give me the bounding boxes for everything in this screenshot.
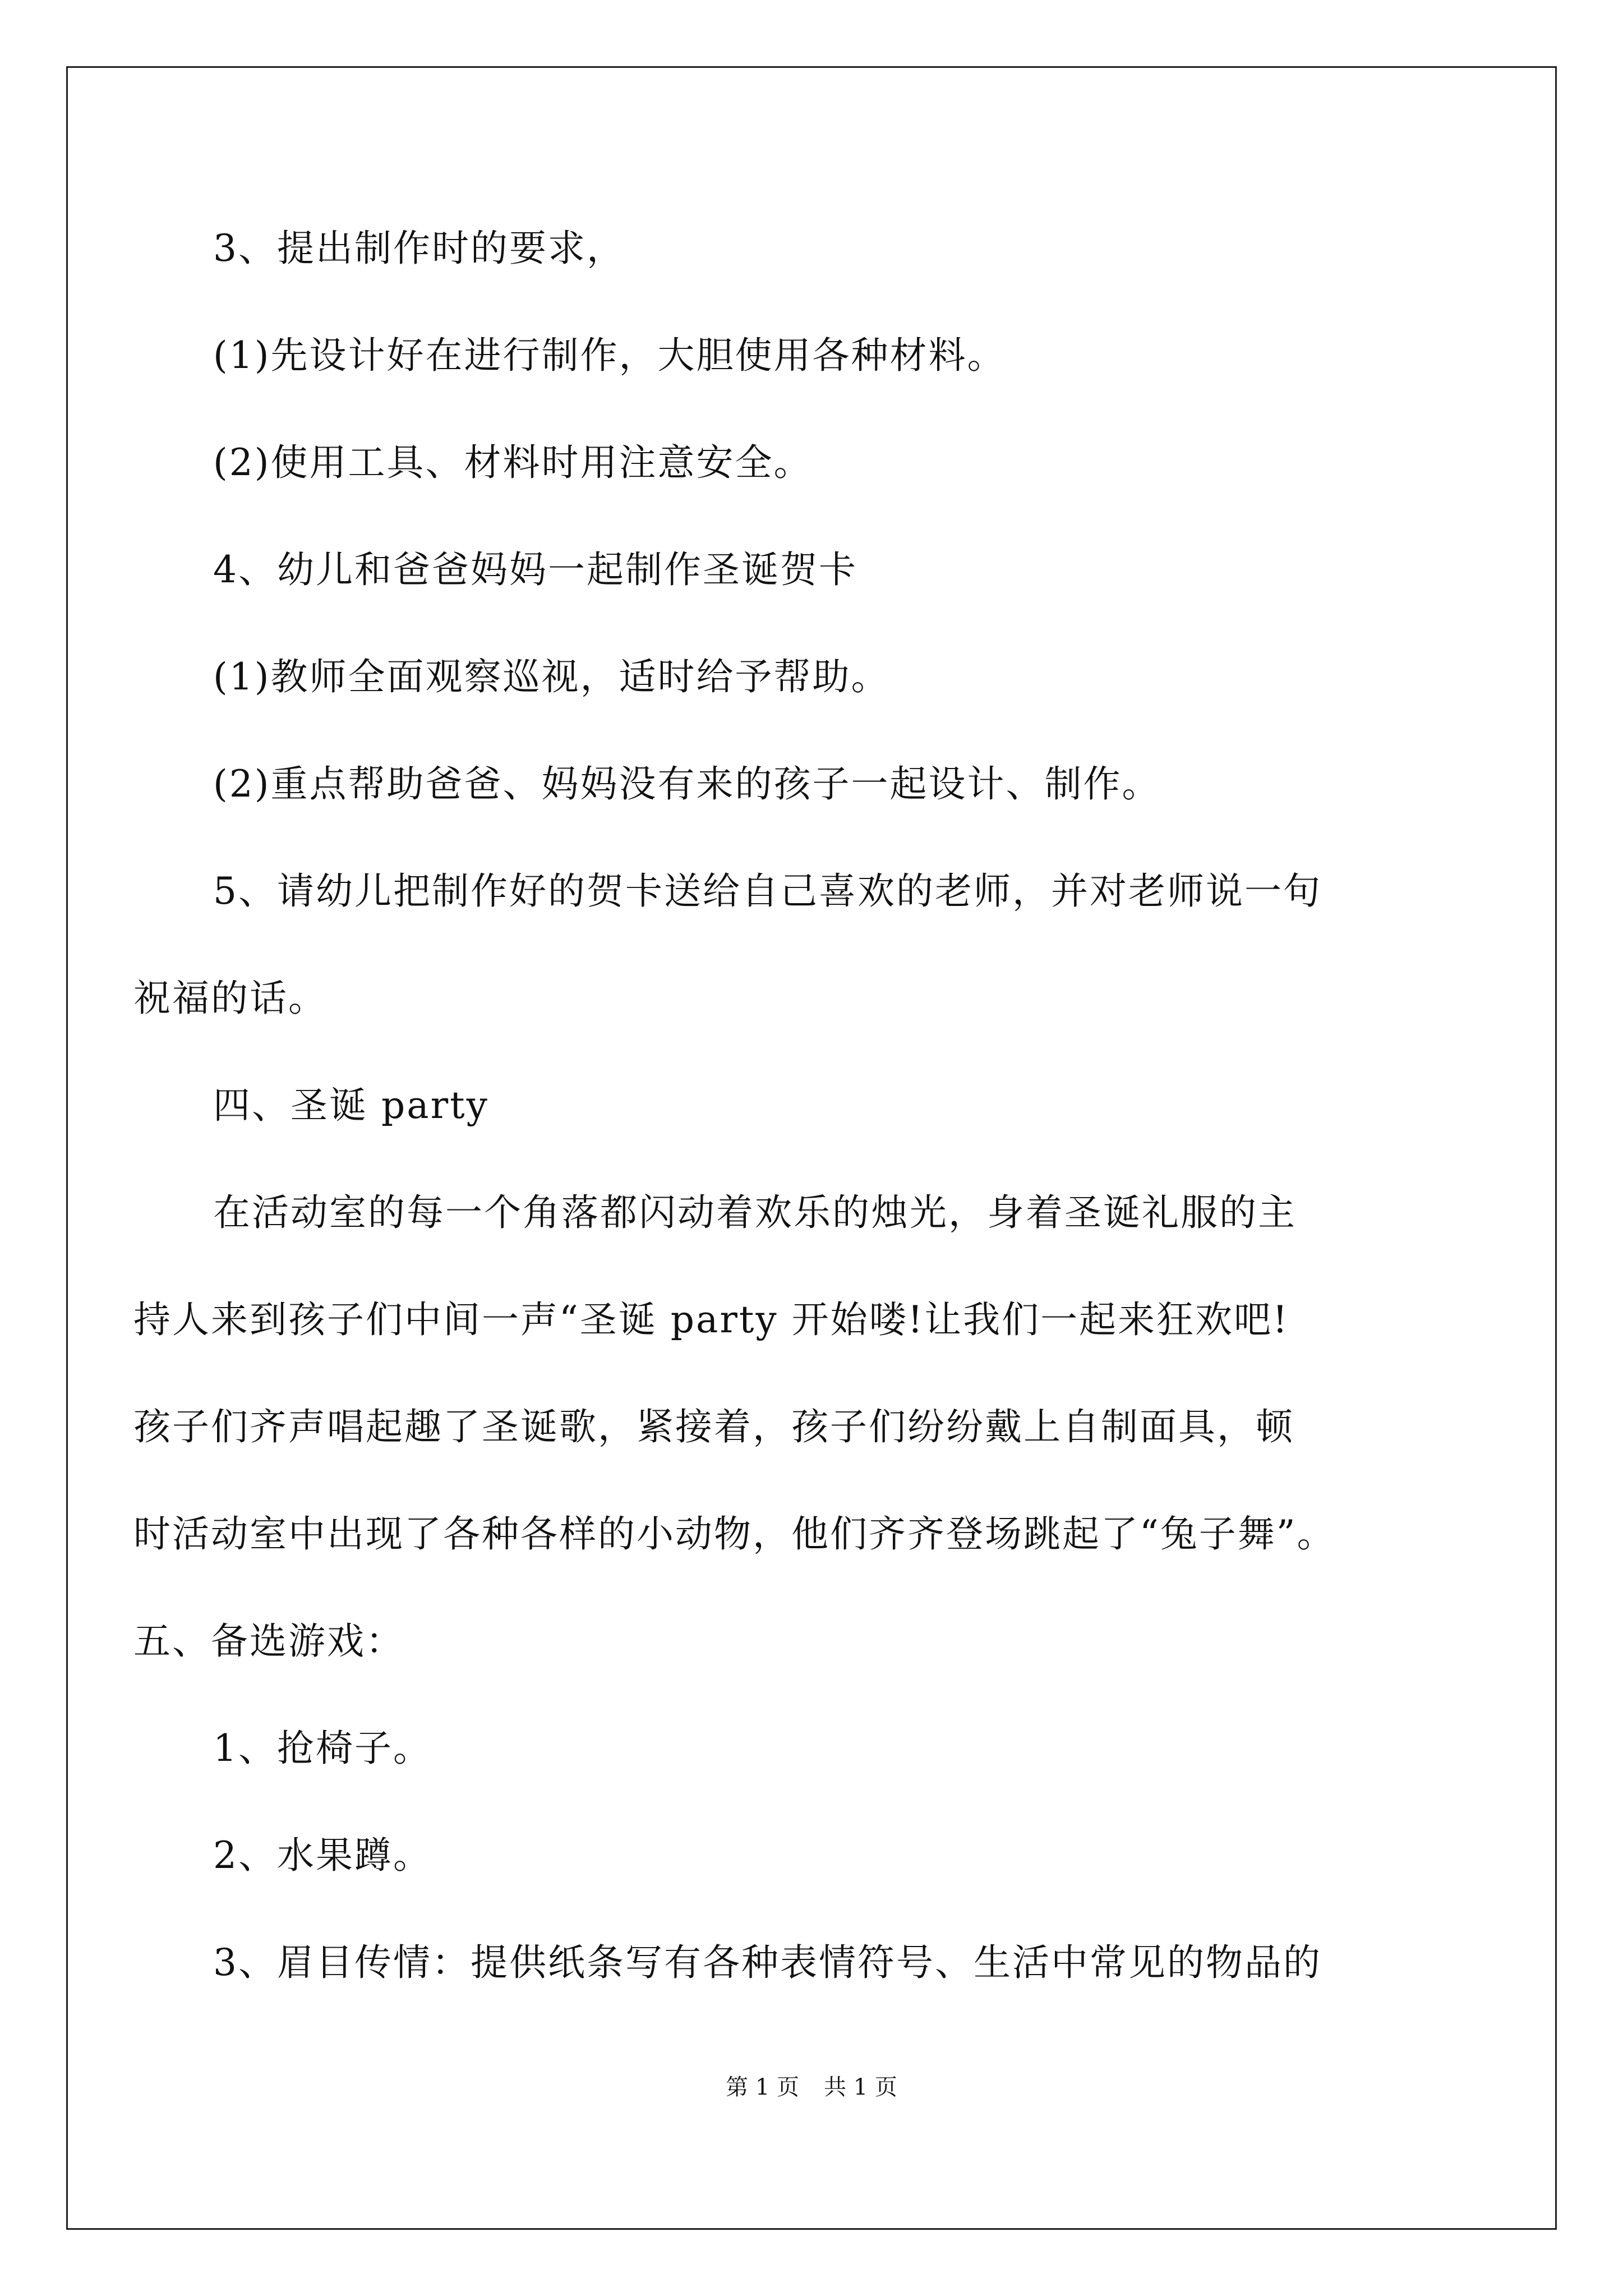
text-line: 祝福的话。 bbox=[133, 977, 327, 1020]
text-line: (1)先设计好在进行制作，大胆使用各种材料。 bbox=[213, 334, 1006, 377]
text-line: 时活动室中出现了各种各样的小动物，他们齐齐登场跳起了“兔子舞”。 bbox=[133, 1512, 1336, 1556]
text-line: 在活动室的每一个角落都闪动着欢乐的烛光，身着圣诞礼服的主 bbox=[213, 1191, 1297, 1234]
text-line: 3、提出制作时的要求， bbox=[213, 227, 625, 270]
text-line: 4、幼儿和爸爸妈妈一起制作圣诞贺卡 bbox=[213, 548, 857, 591]
page-number: 第 1 页 bbox=[726, 2074, 799, 2100]
text-line: 3、眉目传情：提供纸条写有各种表情符号、生活中常见的物品的 bbox=[213, 1941, 1322, 1984]
page-total: 共 1 页 bbox=[824, 2074, 897, 2100]
page-footer bbox=[0, 2073, 1623, 2101]
text-line: (2)重点帮助爸爸、妈妈没有来的孩子一起设计、制作。 bbox=[213, 762, 1161, 806]
text-line: 五、备选游戏： bbox=[133, 1619, 404, 1663]
text-line: 孩子们齐声唱起趣了圣诞歌，紧接着，孩子们纷纷戴上自制面具，顿 bbox=[133, 1405, 1294, 1448]
text-line: 1、抢椅子。 bbox=[213, 1727, 432, 1770]
text-line: 持人来到孩子们中间一声“圣诞 party 开始喽!让我们一起来狂欢吧! bbox=[133, 1298, 1289, 1341]
text-line: 5、请幼儿把制作好的贺卡送给自己喜欢的老师，并对老师说一句 bbox=[213, 869, 1322, 913]
text-line: 四、圣诞 party bbox=[213, 1084, 489, 1127]
text-line: 2、水果蹲。 bbox=[213, 1834, 432, 1877]
text-line: (1)教师全面观察巡视，适时给予帮助。 bbox=[213, 655, 890, 698]
text-line: (2)使用工具、材料时用注意安全。 bbox=[213, 441, 813, 484]
